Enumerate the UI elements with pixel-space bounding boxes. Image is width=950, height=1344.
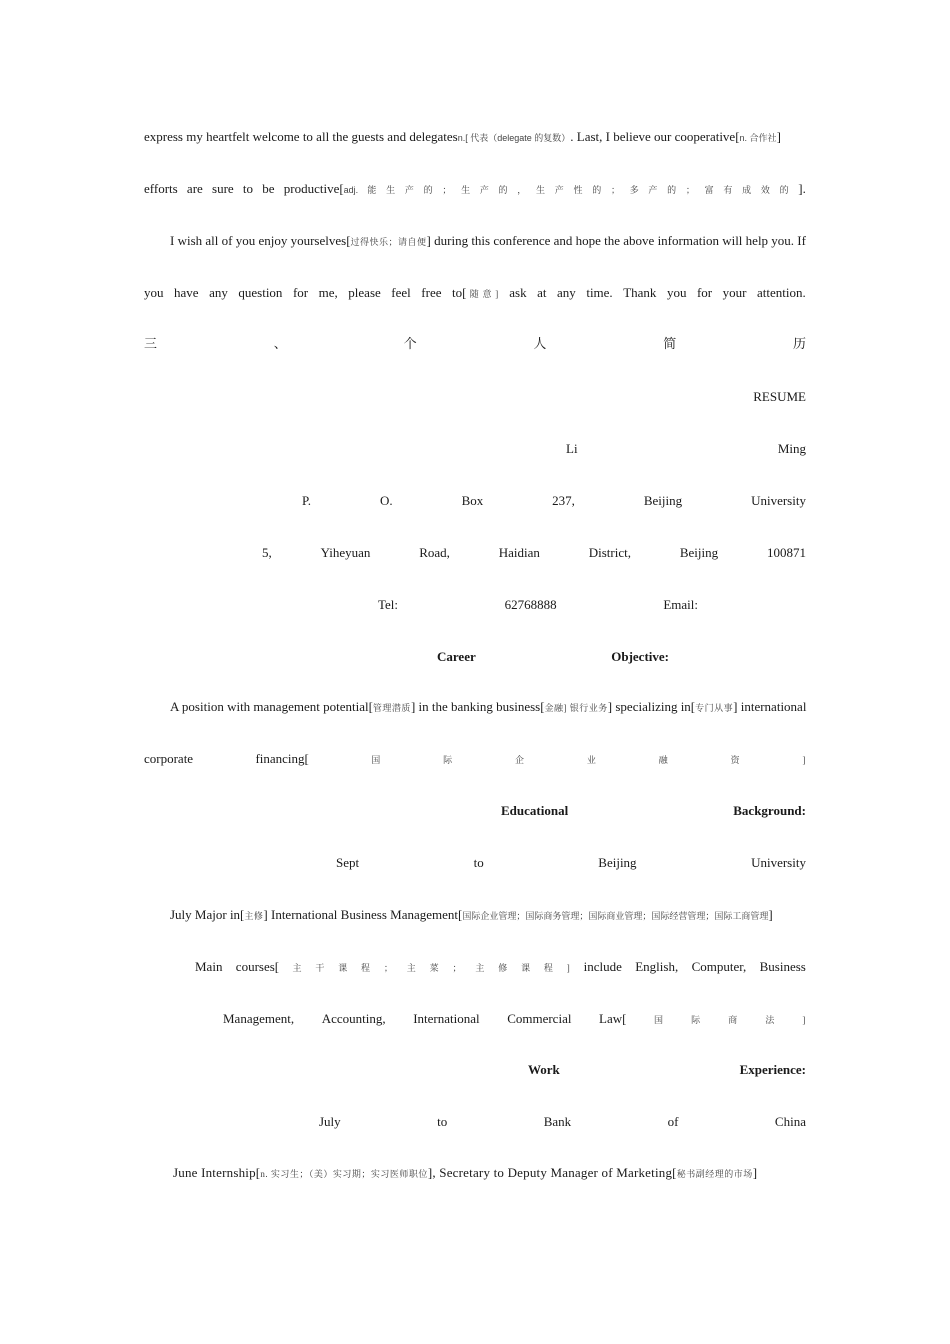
- word: to: [473, 855, 484, 870]
- gloss-char: 际: [443, 755, 453, 765]
- text-run: A position with management potential[: [170, 699, 373, 714]
- word: feel: [391, 285, 411, 300]
- address-line-2: [262, 544, 806, 562]
- gloss-char: 国: [371, 755, 381, 765]
- gloss: n.[ 代表（delegate 的复数）: [457, 133, 571, 143]
- objective-line-2: [144, 750, 806, 769]
- word: 237,: [552, 493, 575, 508]
- gloss-char: 融: [658, 755, 669, 765]
- gloss-char: 业: [586, 755, 597, 765]
- word: Box: [461, 493, 484, 508]
- heading-char: 简: [663, 337, 677, 352]
- education-line-2: [144, 906, 806, 925]
- gloss-char: ；: [610, 185, 621, 195]
- text-run: ] international: [733, 699, 807, 714]
- gloss-char: 企: [514, 755, 525, 765]
- word: ].: [798, 181, 806, 196]
- word: Computer,: [691, 959, 747, 974]
- word: District,: [588, 545, 631, 560]
- gloss-char: 国: [654, 1015, 664, 1025]
- paragraph-line-1: [144, 128, 806, 147]
- resume-title: [144, 388, 806, 406]
- gloss-char: ]: [802, 1015, 806, 1025]
- gloss: n. 实习生；（美）实习期；实习医师职位: [260, 1169, 428, 1179]
- heading-char: 、: [273, 337, 287, 352]
- word: Thank: [623, 285, 657, 300]
- word: Business: [759, 959, 806, 974]
- text-run: ] in the banking business[: [410, 699, 545, 714]
- word: Commercial: [507, 1011, 572, 1026]
- word: efforts: [144, 181, 178, 196]
- work-line-1: [319, 1113, 806, 1131]
- gloss-char: 主: [475, 963, 485, 973]
- word: ask: [509, 285, 527, 300]
- heading-char: 历: [792, 337, 806, 352]
- section-heading-resume-cn: [144, 336, 806, 354]
- word: Work: [528, 1062, 560, 1077]
- address-line-1: [302, 492, 806, 510]
- word: Management,: [223, 1011, 295, 1026]
- word: 5,: [262, 545, 272, 560]
- word: productive[: [283, 181, 344, 196]
- gloss-char: 的: [498, 185, 509, 195]
- word: Ming: [777, 441, 806, 456]
- text-run: July Major in[: [170, 907, 245, 922]
- word: Background:: [733, 803, 806, 818]
- gloss-char: 程: [543, 963, 554, 973]
- gloss-char: ]: [802, 755, 806, 765]
- word: Road,: [419, 545, 450, 560]
- word: Beijing: [643, 493, 683, 508]
- gloss: 主修: [244, 911, 264, 921]
- gloss-char: 课: [521, 963, 531, 973]
- work-line-2: [173, 1164, 806, 1183]
- word: Career: [437, 649, 476, 664]
- word: 100871: [766, 545, 806, 560]
- word: be: [262, 181, 275, 196]
- gloss-char: 多: [629, 185, 640, 195]
- text-run: ], Secretary to Deputy Manager of Marketing[: [427, 1165, 677, 1180]
- gloss-char: 富: [704, 185, 715, 195]
- word: to: [437, 1114, 448, 1129]
- text-run: ]: [752, 1165, 758, 1180]
- word: have: [174, 285, 199, 300]
- word: sure: [212, 181, 234, 196]
- text-run: ]: [768, 907, 773, 922]
- gloss-char: 产: [648, 185, 658, 195]
- gloss-char: 课: [338, 963, 348, 973]
- gloss-char: 主: [292, 963, 302, 973]
- text-run: express my heartfelt welcome to all the guests and delegates: [144, 129, 458, 144]
- gloss-char: 随: [469, 289, 480, 299]
- word: July: [319, 1114, 341, 1129]
- word: courses[: [235, 959, 280, 974]
- gloss: 专门从事: [695, 703, 734, 713]
- word: financing[: [255, 751, 309, 766]
- word: Haidian: [498, 545, 540, 560]
- word: you: [666, 285, 687, 300]
- paragraph-line-3: [144, 232, 806, 251]
- gloss-char: ]: [566, 963, 571, 973]
- gloss-char: 主: [406, 963, 417, 973]
- word: Li: [566, 441, 578, 456]
- word: free: [421, 285, 442, 300]
- word: Beijing: [679, 545, 719, 560]
- gloss-char: ；: [383, 963, 394, 973]
- word: any: [557, 285, 576, 300]
- gloss-char: 有: [723, 185, 733, 195]
- gloss-char: 的: [779, 185, 790, 195]
- gloss-char: 法: [765, 1015, 775, 1025]
- gloss-char: 生: [461, 185, 471, 195]
- word: Email:: [663, 597, 698, 612]
- gloss: 管理潜质: [372, 703, 411, 713]
- word: your: [722, 285, 747, 300]
- word: please: [348, 285, 381, 300]
- gloss-char: 生: [386, 185, 396, 195]
- word: Objective:: [611, 649, 669, 664]
- education-line-1: [336, 854, 806, 872]
- word: Main: [195, 959, 223, 974]
- heading-char: 三: [144, 337, 158, 352]
- text-run: ] specializing in[: [607, 699, 696, 714]
- gloss-char: 干: [315, 963, 325, 973]
- word: time.: [586, 285, 613, 300]
- contact-line: [378, 596, 698, 614]
- gloss-char: 能: [367, 185, 377, 195]
- gloss-char: ]: [495, 289, 499, 299]
- text-run: ] during this conference and hope the above information will help you. If: [426, 233, 806, 248]
- text-run: I wish all of you enjoy yourselves[: [170, 233, 351, 248]
- word: O.: [379, 493, 393, 508]
- gloss-char: ，: [517, 185, 527, 195]
- gloss-char: 产: [404, 185, 415, 195]
- gloss-char: 效: [760, 185, 771, 195]
- heading-career-objective: [437, 648, 669, 666]
- gloss-char: 程: [361, 963, 371, 973]
- text-run: . Last, I believe our cooperative[: [570, 129, 740, 144]
- word: English,: [635, 959, 679, 974]
- word: at: [537, 285, 547, 300]
- gloss: 过得快乐；请自便: [350, 237, 427, 247]
- gloss-char: 成: [742, 185, 752, 195]
- heading-work-experience: [528, 1061, 806, 1079]
- gloss-char: 的: [592, 185, 602, 195]
- gloss-char: 商: [728, 1015, 738, 1025]
- gloss-char: ；: [452, 963, 462, 973]
- resume-label: RESUME: [753, 389, 806, 404]
- word: Accounting,: [321, 1011, 386, 1026]
- gloss-char: 产: [554, 185, 565, 195]
- gloss-char: 生: [536, 185, 546, 195]
- word: any: [209, 285, 228, 300]
- heading-char: 个: [403, 337, 417, 352]
- gloss-char: ；: [685, 185, 696, 195]
- word: question: [238, 285, 283, 300]
- word: P.: [302, 493, 312, 508]
- gloss-char: ；: [442, 185, 452, 195]
- word: attention.: [757, 285, 806, 300]
- text-run: June Internship[: [173, 1165, 261, 1180]
- objective-line-1: [144, 698, 806, 717]
- word: Sept: [336, 855, 360, 870]
- gloss: 金融] 银行业务: [544, 703, 608, 713]
- word: corporate: [144, 751, 194, 766]
- gloss-char: 际: [691, 1015, 701, 1025]
- text-run: ]: [776, 129, 781, 144]
- gloss-char: 的: [423, 185, 434, 195]
- word: include: [583, 959, 622, 974]
- word: Beijing: [598, 855, 637, 870]
- heading-educational-background: [501, 802, 806, 820]
- word: Experience:: [739, 1062, 806, 1077]
- word: International: [413, 1011, 480, 1026]
- paragraph-line-2: [144, 180, 806, 199]
- word: are: [186, 181, 203, 196]
- word: University: [751, 855, 806, 870]
- gloss-char: 意: [482, 289, 492, 299]
- heading-char: 人: [533, 337, 547, 352]
- gloss-char: 菜: [429, 963, 440, 973]
- word: me,: [318, 285, 338, 300]
- word: China: [774, 1114, 806, 1129]
- gloss-char: 修: [498, 963, 508, 973]
- word: Yiheyuan: [320, 545, 371, 560]
- gloss-char: 产: [479, 185, 490, 195]
- word: Educational: [501, 803, 569, 818]
- gloss-char: 性: [573, 185, 583, 195]
- word: to: [242, 181, 254, 196]
- education-line-4: [223, 1010, 806, 1029]
- word: for: [696, 285, 713, 300]
- gloss-char: 资: [730, 755, 741, 765]
- gloss-char: 的: [667, 185, 677, 195]
- gloss: 国际企业管理；国际商务管理；国际商业管理；国际经营管理；国际工商管理: [462, 911, 769, 921]
- word: 62768888: [504, 597, 557, 612]
- word: you: [144, 285, 164, 300]
- word: of: [667, 1114, 679, 1129]
- text-run: ] International Business Management[: [263, 907, 463, 922]
- word: University: [751, 493, 806, 508]
- paragraph-line-4: [144, 284, 806, 303]
- gloss: 秘书副经理的市场: [676, 1169, 753, 1179]
- gloss: adj.: [343, 185, 359, 195]
- resume-name: [566, 440, 806, 458]
- gloss: n. 合作社: [739, 133, 777, 143]
- education-line-3: [195, 958, 806, 977]
- word: Bank: [543, 1114, 572, 1129]
- word: for: [292, 285, 309, 300]
- word: to[: [452, 285, 467, 300]
- word: Tel:: [378, 597, 399, 612]
- word: Law[: [599, 1011, 627, 1026]
